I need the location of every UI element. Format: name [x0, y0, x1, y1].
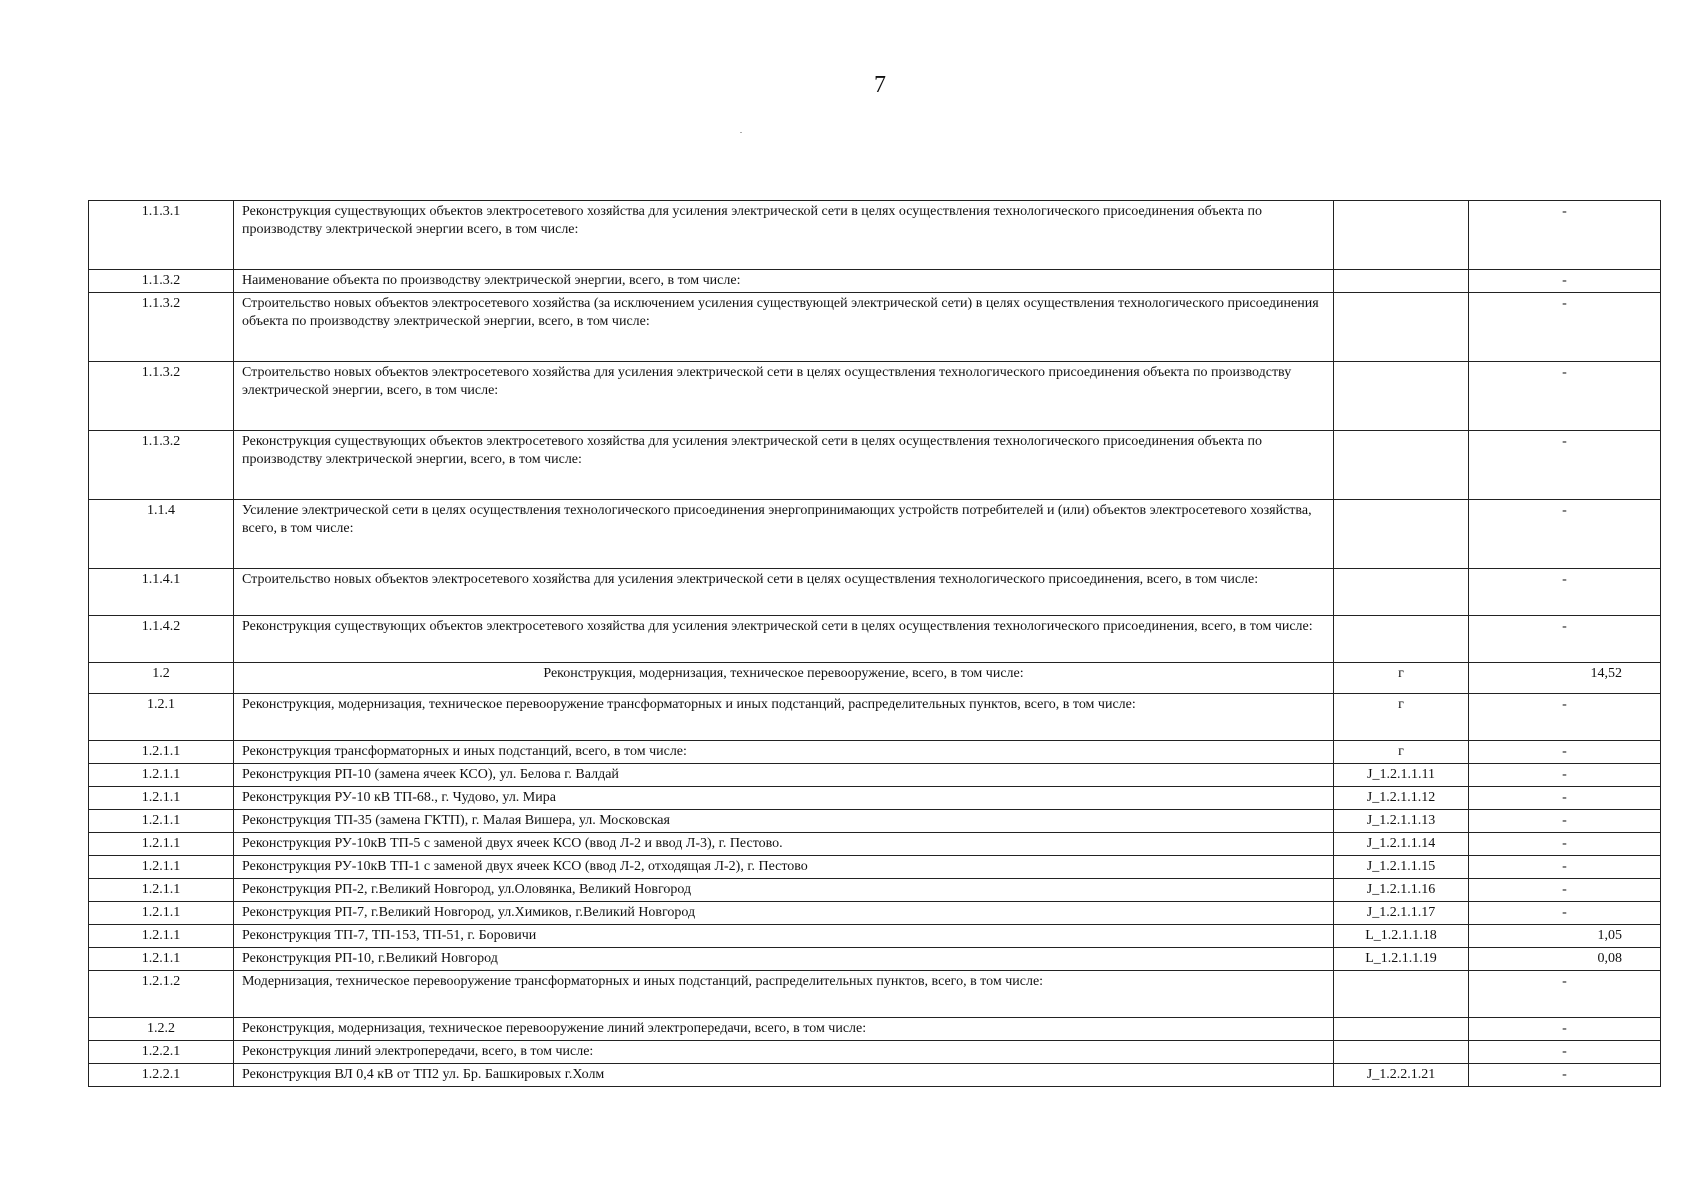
table-row	[89, 833, 1661, 856]
row-description: Модернизация, техническое перевооружение трансформаторных и иных подстанций, распределительных пунктов, всего, в том числе:	[234, 971, 1334, 1018]
row-description: Реконструкция линий электропередачи, всего, в том числе:	[234, 1041, 1334, 1064]
row-number: 1.2.2.1	[89, 1041, 234, 1064]
row-value: -	[1469, 569, 1661, 616]
page-number: 7	[874, 72, 886, 98]
row-project-id: г	[1334, 741, 1469, 764]
row-number: 1.2.1	[89, 694, 234, 741]
row-project-id: J_1.2.1.1.17	[1334, 902, 1469, 925]
row-project-id	[1334, 431, 1469, 500]
row-number: 1.2.1.1	[89, 902, 234, 925]
row-number: 1.1.4.1	[89, 569, 234, 616]
row-number: 1.1.3.2	[89, 362, 234, 431]
scan-speck	[740, 132, 742, 133]
table-row	[89, 694, 1661, 741]
row-project-id	[1334, 1041, 1469, 1064]
row-value: 0,08	[1469, 948, 1661, 971]
row-value: -	[1469, 616, 1661, 663]
table-row	[89, 902, 1661, 925]
row-description: Реконструкция РП-10, г.Великий Новгород	[234, 948, 1334, 971]
row-number: 1.2.1.1	[89, 856, 234, 879]
table-row	[89, 856, 1661, 879]
row-project-id: L_1.2.1.1.18	[1334, 925, 1469, 948]
row-description: Реконструкция ТП-7, ТП-153, ТП-51, г. Боровичи	[234, 925, 1334, 948]
row-value: -	[1469, 971, 1661, 1018]
table-row	[89, 500, 1661, 569]
row-description: Строительство новых объектов электросетевого хозяйства для усиления электрической сети в целях осуществления технологического присоединения, всего, в том числе:	[234, 569, 1334, 616]
row-project-id: J_1.2.1.1.15	[1334, 856, 1469, 879]
row-value: -	[1469, 833, 1661, 856]
row-value: -	[1469, 1041, 1661, 1064]
row-value: -	[1469, 1064, 1661, 1087]
row-value: -	[1469, 293, 1661, 362]
row-description: Реконструкция существующих объектов электросетевого хозяйства для усиления электрической сети в целях осуществления технологического присоединения, всего, в том числе:	[234, 616, 1334, 663]
row-number: 1.2.1.1	[89, 764, 234, 787]
row-project-id: L_1.2.1.1.19	[1334, 948, 1469, 971]
row-value: -	[1469, 431, 1661, 500]
table-row	[89, 1064, 1661, 1087]
row-project-id: J_1.2.1.1.11	[1334, 764, 1469, 787]
row-project-id	[1334, 270, 1469, 293]
row-description: Строительство новых объектов электросетевого хозяйства для усиления электрической сети в целях осуществления технологического присоединения объекта по производству электрической энергии, всего, в том числе:	[234, 362, 1334, 431]
table-row	[89, 879, 1661, 902]
row-value: -	[1469, 500, 1661, 569]
table-row	[89, 1041, 1661, 1064]
table-row	[89, 201, 1661, 270]
table-row	[89, 293, 1661, 362]
row-value: -	[1469, 1018, 1661, 1041]
row-number: 1.2.1.1	[89, 787, 234, 810]
row-description: Реконструкция существующих объектов электросетевого хозяйства для усиления электрической сети в целях осуществления технологического присоединения объекта по производству электрической энергии всего, в том числе:	[234, 201, 1334, 270]
row-project-id	[1334, 569, 1469, 616]
row-number: 1.2.1.2	[89, 971, 234, 1018]
row-value: -	[1469, 879, 1661, 902]
row-project-id	[1334, 1018, 1469, 1041]
row-description: Реконструкция, модернизация, техническое перевооружение, всего, в том числе:	[234, 663, 1334, 694]
row-description: Реконструкция, модернизация, техническое перевооружение трансформаторных и иных подстанций, распределительных пунктов, всего, в том числе:	[234, 694, 1334, 741]
row-value: 14,52	[1469, 663, 1661, 694]
row-description: Реконструкция РП-10 (замена ячеек КСО), ул. Белова г. Валдай	[234, 764, 1334, 787]
table-row	[89, 948, 1661, 971]
table-row	[89, 616, 1661, 663]
table-row	[89, 569, 1661, 616]
row-description: Реконструкция РП-2, г.Великий Новгород, ул.Оловянка, Великий Новгород	[234, 879, 1334, 902]
row-number: 1.2.1.1	[89, 925, 234, 948]
row-value: -	[1469, 764, 1661, 787]
row-description: Реконструкция трансформаторных и иных подстанций, всего, в том числе:	[234, 741, 1334, 764]
table-row	[89, 431, 1661, 500]
row-number: 1.2.1.1	[89, 810, 234, 833]
row-value: -	[1469, 270, 1661, 293]
row-description: Реконструкция РУ-10кВ ТП-1 с заменой двух ячеек КСО (ввод Л-2, отходящая Л-2), г. Пестово	[234, 856, 1334, 879]
row-number: 1.2.1.1	[89, 879, 234, 902]
table-row	[89, 764, 1661, 787]
row-project-id	[1334, 293, 1469, 362]
table-row	[89, 810, 1661, 833]
row-description: Реконструкция РУ-10 кВ ТП-68., г. Чудово, ул. Мира	[234, 787, 1334, 810]
table-row	[89, 787, 1661, 810]
row-number: 1.2.1.1	[89, 948, 234, 971]
row-number: 1.2.2.1	[89, 1064, 234, 1087]
row-description: Усиление электрической сети в целях осуществления технологического присоединения энергопринимающих устройств потребителей и (или) объектов электросетевого хозяйства, всего, в том числе:	[234, 500, 1334, 569]
row-project-id	[1334, 500, 1469, 569]
row-value: -	[1469, 694, 1661, 741]
row-number: 1.1.3.2	[89, 431, 234, 500]
row-project-id: J_1.2.1.1.13	[1334, 810, 1469, 833]
row-description: Реконструкция РП-7, г.Великий Новгород, ул.Химиков, г.Великий Новгород	[234, 902, 1334, 925]
row-number: 1.2.1.1	[89, 741, 234, 764]
row-project-id: J_1.2.1.1.12	[1334, 787, 1469, 810]
row-description: Реконструкция ВЛ 0,4 кВ от ТП2 ул. Бр. Башкировых г.Холм	[234, 1064, 1334, 1087]
row-value: -	[1469, 362, 1661, 431]
row-project-id: J_1.2.1.1.16	[1334, 879, 1469, 902]
row-number: 1.1.3.1	[89, 201, 234, 270]
row-number: 1.1.3.2	[89, 270, 234, 293]
row-description: Реконструкция, модернизация, техническое перевооружение линий электропередачи, всего, в том числе:	[234, 1018, 1334, 1041]
table-row	[89, 362, 1661, 431]
row-number: 1.1.4	[89, 500, 234, 569]
row-value: -	[1469, 902, 1661, 925]
row-value: -	[1469, 787, 1661, 810]
row-description: Реконструкция ТП-35 (замена ГКТП), г. Малая Вишера, ул. Московская	[234, 810, 1334, 833]
row-value: -	[1469, 810, 1661, 833]
row-description: Наименование объекта по производству электрической энергии, всего, в том числе:	[234, 270, 1334, 293]
row-value: -	[1469, 856, 1661, 879]
investment-program-table	[88, 200, 1661, 1087]
row-project-id	[1334, 616, 1469, 663]
table-row	[89, 925, 1661, 948]
row-number: 1.2	[89, 663, 234, 694]
row-description: Строительство новых объектов электросетевого хозяйства (за исключением усиления существующей электрической сети) в целях осуществления технологического присоединения объекта по производству электрической энергии, всего, в том числе:	[234, 293, 1334, 362]
row-project-id	[1334, 362, 1469, 431]
row-project-id	[1334, 971, 1469, 1018]
table-row	[89, 1018, 1661, 1041]
row-project-id: J_1.2.1.1.14	[1334, 833, 1469, 856]
row-project-id: J_1.2.2.1.21	[1334, 1064, 1469, 1087]
row-project-id: г	[1334, 663, 1469, 694]
row-value: -	[1469, 741, 1661, 764]
row-description: Реконструкция существующих объектов электросетевого хозяйства для усиления электрической сети в целях осуществления технологического присоединения объекта по производству электрической энергии, всего, в том числе:	[234, 431, 1334, 500]
table-row	[89, 663, 1661, 694]
row-description: Реконструкция РУ-10кВ ТП-5 с заменой двух ячеек КСО (ввод Л-2 и ввод Л-3), г. Пестово.	[234, 833, 1334, 856]
row-number: 1.2.1.1	[89, 833, 234, 856]
row-number: 1.1.3.2	[89, 293, 234, 362]
table-row	[89, 741, 1661, 764]
table-row	[89, 971, 1661, 1018]
row-value: -	[1469, 201, 1661, 270]
row-number: 1.2.2	[89, 1018, 234, 1041]
table-row	[89, 270, 1661, 293]
row-project-id: г	[1334, 694, 1469, 741]
row-project-id	[1334, 201, 1469, 270]
row-number: 1.1.4.2	[89, 616, 234, 663]
row-value: 1,05	[1469, 925, 1661, 948]
